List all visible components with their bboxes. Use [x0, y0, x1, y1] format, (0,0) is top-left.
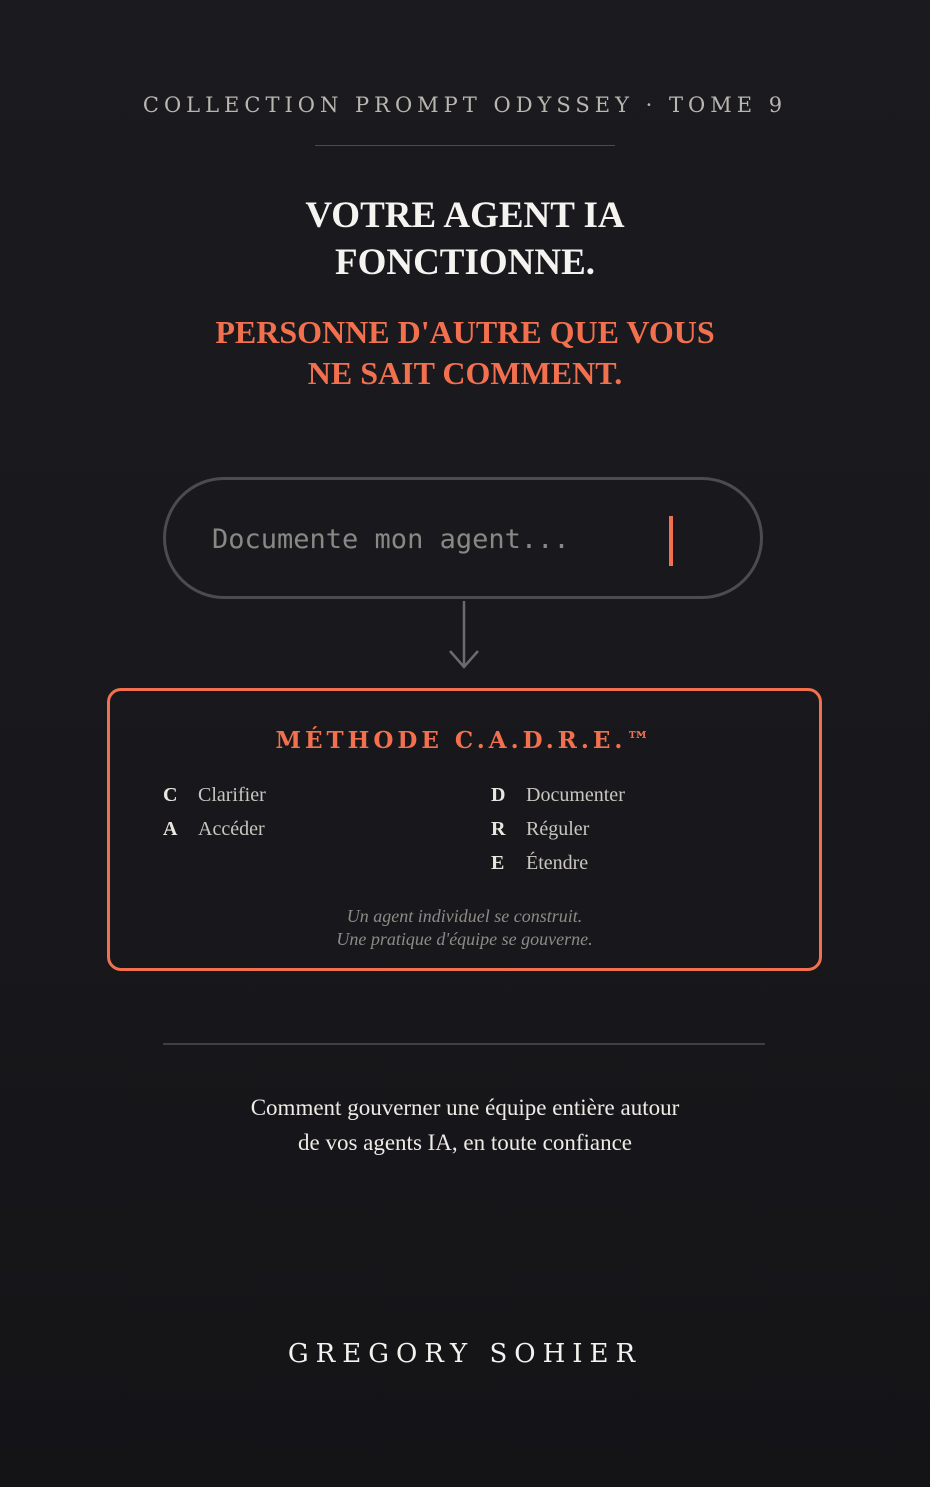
method-label: Étendre — [526, 852, 589, 874]
tagline-line-1: Comment gouverner une équipe entière autour — [250, 1095, 680, 1120]
subheadline — [0, 312, 930, 394]
method-label: Documenter — [526, 784, 625, 806]
method-title: MÉTHODE C.A.D.R.E.™ — [275, 727, 654, 754]
method-letter: A — [163, 818, 178, 840]
headline-line-2: FONCTIONNE. — [334, 242, 596, 283]
author-name: GREGORY SOHIER — [287, 1339, 643, 1369]
prompt-box-illustration — [163, 477, 763, 599]
top-divider — [315, 145, 615, 146]
method-item-r — [491, 817, 589, 841]
tagline — [0, 1090, 930, 1160]
method-box — [107, 688, 822, 971]
subheadline-line-2: NE SAIT COMMENT. — [307, 355, 623, 391]
method-item-a — [163, 817, 265, 841]
headline — [0, 192, 930, 286]
method-item-d — [491, 783, 625, 807]
subheadline-line-1: PERSONNE D'AUTRE QUE VOUS — [215, 314, 715, 350]
arrow-down-icon — [447, 601, 481, 671]
middle-divider — [163, 1043, 765, 1045]
method-motto — [110, 905, 819, 951]
prompt-text: Documente mon agent... — [212, 524, 570, 555]
method-label: Clarifier — [198, 784, 266, 806]
method-item-e — [491, 851, 588, 875]
method-letter: D — [491, 784, 506, 806]
tagline-line-2: de vos agents IA, en toute confiance — [297, 1130, 633, 1155]
motto-line-1: Un agent individuel se construit. — [346, 906, 583, 926]
method-letter: E — [491, 852, 505, 874]
method-item-c — [163, 783, 266, 807]
text-cursor — [669, 516, 673, 566]
method-letter: C — [163, 784, 178, 806]
series-label: COLLECTION PROMPT ODYSSEY · TOME 9 — [142, 93, 788, 117]
method-letter: R — [491, 818, 506, 840]
method-label: Accéder — [198, 818, 265, 840]
motto-line-2: Une pratique d'équipe se gouverne. — [336, 929, 593, 949]
headline-line-1: VOTRE AGENT IA — [305, 195, 625, 236]
method-label: Réguler — [526, 818, 590, 840]
